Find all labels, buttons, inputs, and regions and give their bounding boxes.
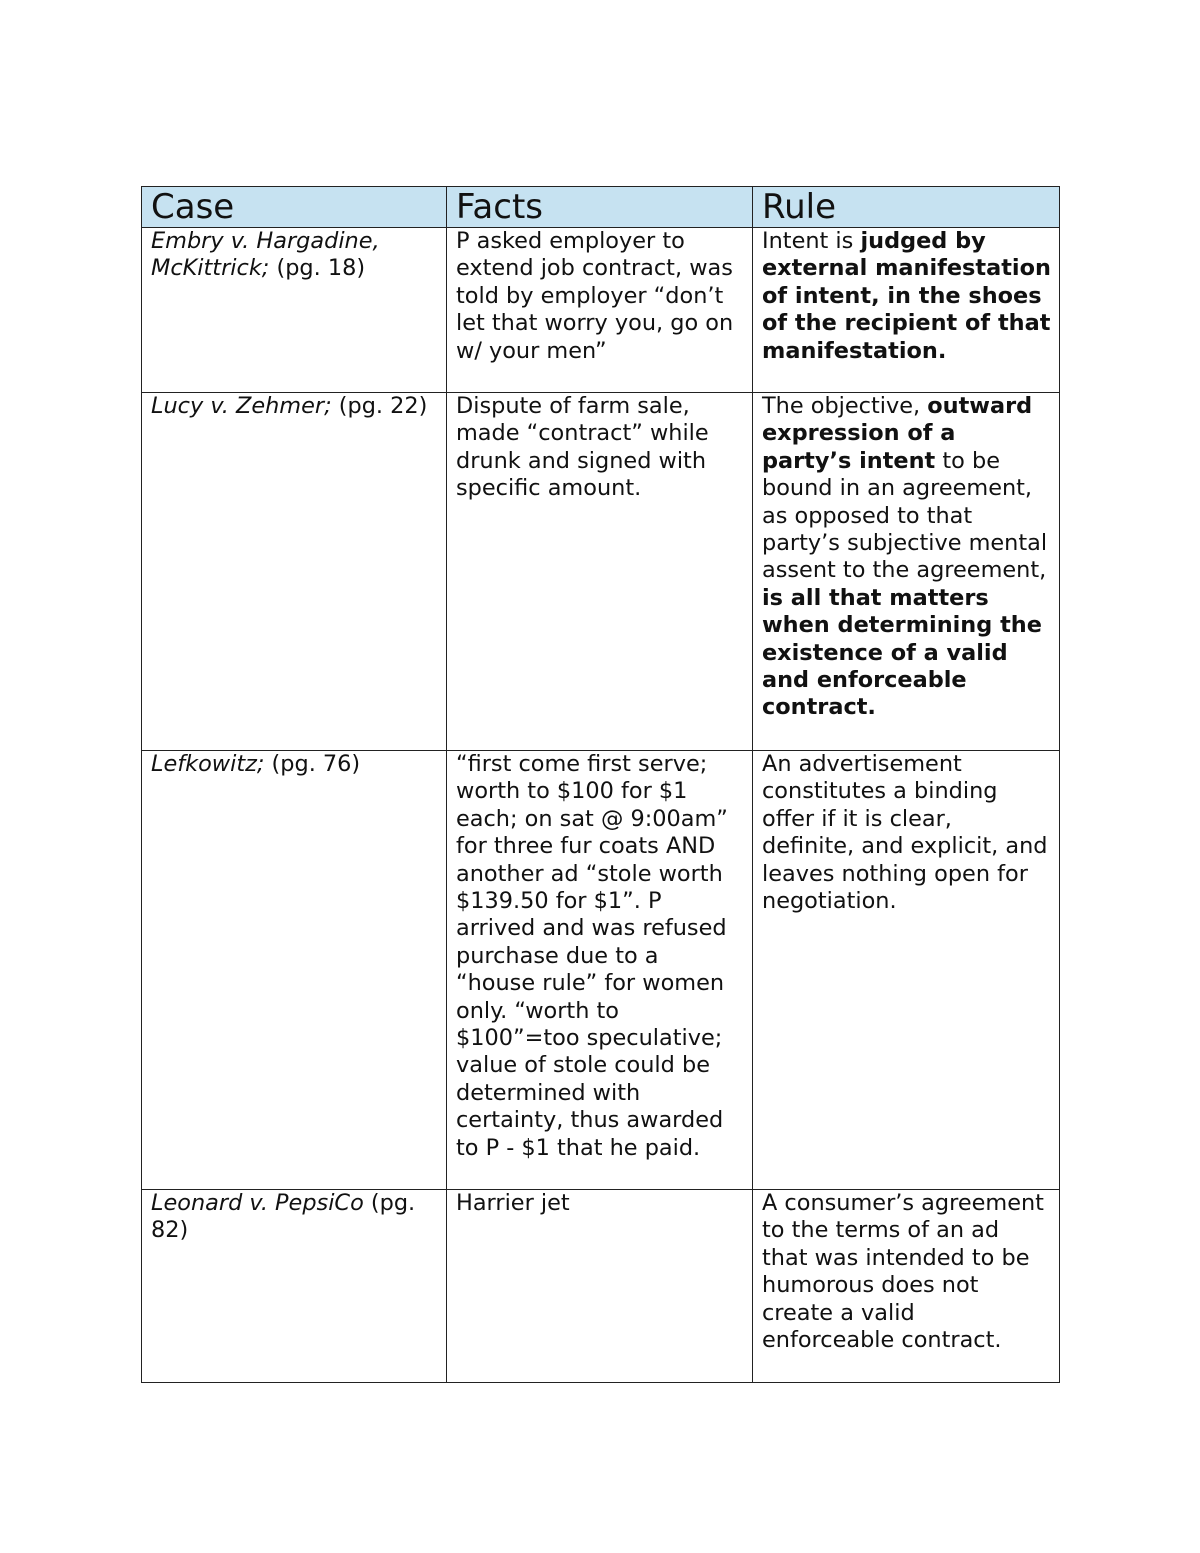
header-case: Case bbox=[142, 187, 447, 228]
table-row bbox=[142, 1190, 1060, 1383]
case-cell bbox=[142, 751, 447, 1190]
header-rule: Rule bbox=[753, 187, 1060, 228]
case-name: Lucy v. Zehmer; bbox=[151, 393, 332, 419]
case-page: (pg. 76) bbox=[264, 751, 361, 777]
table-row bbox=[142, 751, 1060, 1190]
case-name: Embry v. Hargadine, McKittrick; bbox=[151, 228, 380, 282]
case-name: Leonard v. PepsiCo bbox=[151, 1190, 364, 1216]
rule-text: to be bound in an agreement, as opposed to that party’s subjective mental assent to the agreement, bbox=[762, 447, 1048, 584]
rule-cell: A consumer’s agreement to the terms of an ad that was intended to be humorous does not create a valid enforceable contract. bbox=[753, 1190, 1060, 1383]
rule-emphasis: is all that matters when determining the existence of a valid and enforceable contract. bbox=[762, 584, 1042, 721]
rule-cell bbox=[753, 393, 1060, 751]
facts-cell: Dispute of farm sale, made “contract” while drunk and signed with specific amount. bbox=[447, 393, 753, 751]
facts-cell: P asked employer to extend job contract, was told by employer “don’t let that worry you, go on w/ your men” bbox=[447, 228, 753, 393]
case-cell bbox=[142, 228, 447, 393]
facts-cell: “first come first serve; worth to $100 for $1 each; on sat @ 9:00am” for three fur coats AND another ad “stole worth $139.50 for $1”. P arrived and was refused purchase due to a “house rule” for women only. “worth to $100”=too speculative; value of stole could be determined with certainty, thus awarded to P - $1 that he paid. bbox=[447, 751, 753, 1190]
case-page: (pg. 82) bbox=[151, 1190, 416, 1244]
facts-cell: Harrier jet bbox=[447, 1190, 753, 1383]
table-row bbox=[142, 228, 1060, 393]
rule-cell bbox=[753, 228, 1060, 393]
rule-text: Intent is bbox=[762, 228, 861, 254]
table-header-row bbox=[142, 187, 1060, 228]
case-cell bbox=[142, 1190, 447, 1383]
rule-emphasis: judged by external manifestation of intent, in the shoes of the recipient of that manifestation. bbox=[762, 228, 1051, 364]
rule-emphasis: outward expression of a party’s intent bbox=[762, 393, 1033, 474]
case-page: (pg. 22) bbox=[331, 393, 428, 419]
case-page: (pg. 18) bbox=[269, 255, 366, 282]
table-row bbox=[142, 393, 1060, 751]
header-facts: Facts bbox=[447, 187, 753, 228]
case-name: Lefkowitz; bbox=[151, 751, 265, 777]
case-cell bbox=[142, 393, 447, 751]
rule-text: The objective, bbox=[762, 393, 928, 419]
rule-cell: An advertisement constitutes a binding offer if it is clear, definite, and explicit, and leaves nothing open for negotiation. bbox=[753, 751, 1060, 1190]
case-brief-table bbox=[141, 186, 1060, 1383]
